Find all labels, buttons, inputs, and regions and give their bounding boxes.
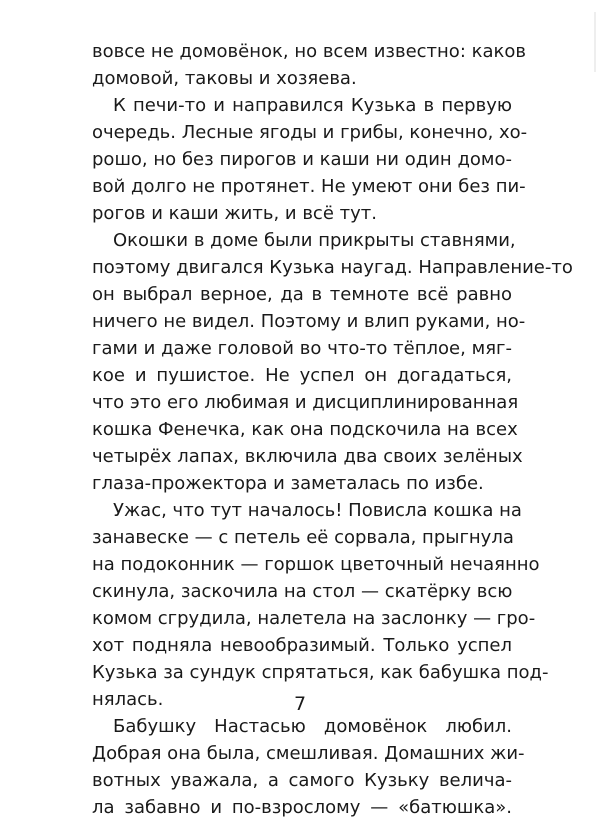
text-line: Добрая она была, смешливая. Домашних жи- (92, 743, 525, 764)
text-line: глаза-прожектора и заметалась по избе. (92, 473, 484, 494)
text-line: ла забавно и по-взрослому — «батюшка». (92, 797, 512, 818)
text-line: нялась. (92, 689, 164, 710)
text-line: он выбрал верное, да в темноте всё равно (92, 284, 512, 305)
paragraph-1 (92, 38, 526, 92)
text-line: на подоконник — горшок цветочный нечаянно (92, 554, 540, 575)
text-line: Кузька за сундук спрятаться, как бабушка под- (92, 662, 549, 683)
text-line: ничего не видел. Поэтому и влип руками, но- (92, 311, 526, 332)
page-number: 7 (293, 693, 307, 715)
text-line: кое и пушистое. Не успел он догадаться, (92, 365, 512, 386)
paragraph-4 (92, 497, 549, 713)
text-line: рошо, но без пирогов и каши ни один домо- (92, 149, 512, 170)
text-line: комом сгрудила, налетела на заслонку — гро- (92, 608, 536, 629)
text-line: четырёх лапах, включила два своих зелёных (92, 446, 523, 467)
text-line: Бабушку Настасью домовёнок любил. (113, 716, 512, 737)
text-line: вовсе не домовёнок, но всем известно: каков (92, 41, 526, 62)
text-line: вотных уважала, а самого Кузьку велича- (92, 770, 512, 791)
text-line: скинула, заскочила на стол — скатёрку всю (92, 581, 513, 602)
text-line: хот подняла невообразимый. Только успел (92, 635, 512, 656)
text-line: Окошки в доме были прикрыты ставнями, (113, 230, 516, 251)
text-line: К печи-то и направился Кузька в первую (113, 95, 512, 116)
text-line: очередь. Лесные ягоды и грибы, конечно, хо- (92, 122, 528, 143)
paragraph-3 (92, 227, 573, 497)
text-line: Ужас, что тут началось! Повисла кошка на (113, 500, 522, 521)
paragraph-5 (92, 713, 525, 821)
text-line: домовой, таковы и хозяева. (92, 68, 357, 89)
text-line: рогов и каши жить, и всё тут. (92, 203, 377, 224)
page-edge-shadow (594, 12, 596, 72)
text-line: поэтому двигался Кузька наугад. Направление-то (92, 257, 573, 278)
text-line: занавеске — с петель её сорвала, прыгнула (92, 527, 514, 548)
text-line: кошка Фенечка, как она подскочила на всех (92, 419, 518, 440)
text-line: что это его любимая и дисциплинированная (92, 392, 519, 413)
paragraph-2 (92, 92, 528, 227)
text-line: вой долго не протянет. Не умеют они без пи- (92, 176, 526, 197)
text-line: гами и даже головой во что-то тёплое, мяг- (92, 338, 512, 359)
